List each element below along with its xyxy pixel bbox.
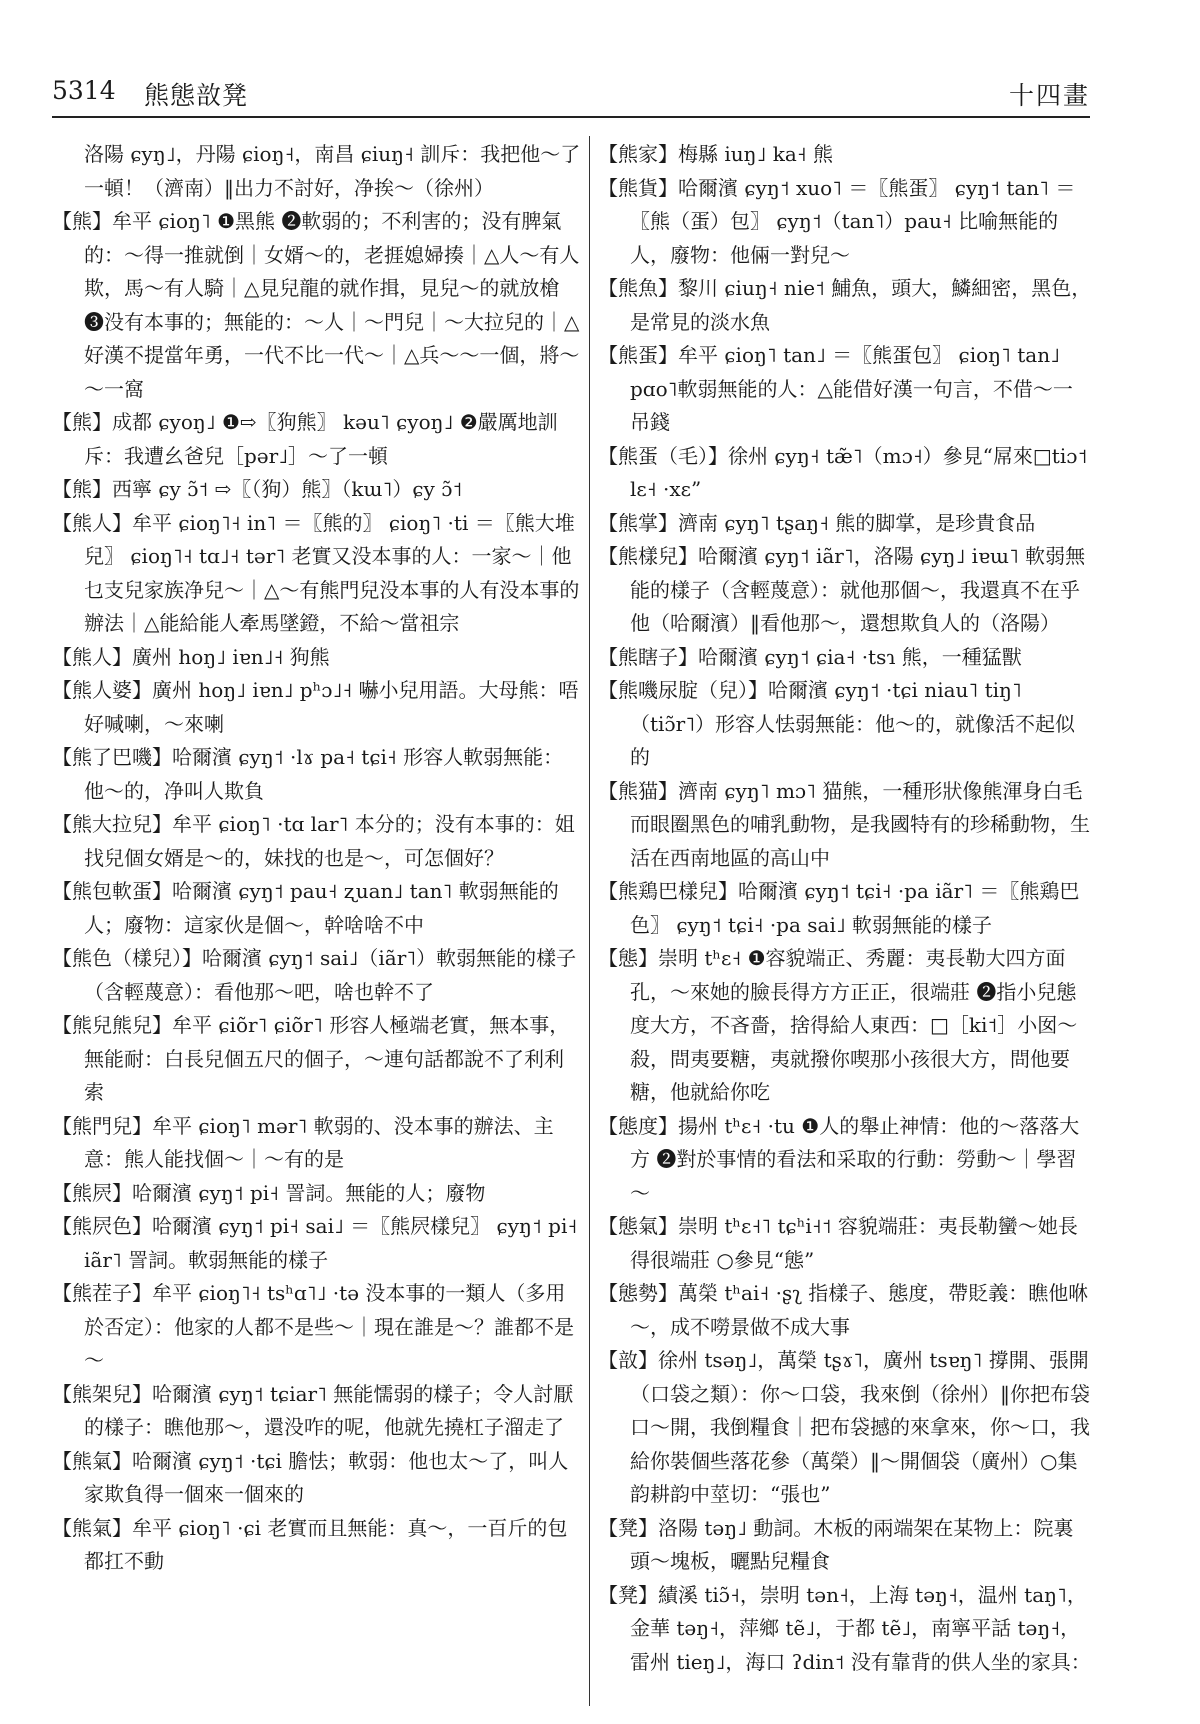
dictionary-entry: 【熊兒熊兒】牟平 ɕiõr˥ ɕiõr˥ 形容人極端老實，無本事，無能耐：白長兒個五尺的個子，～連句話都說不了利利索 bbox=[52, 1013, 570, 1104]
dictionary-entry: 【態度】揚州 tʰɛ˧ ·tu ❶人的舉止神情：他的～落落大方 ❷對於事情的看法和采取的行動：勞動～｜學習～ bbox=[598, 1113, 1080, 1205]
page-header bbox=[52, 76, 1090, 112]
dictionary-entry: 【態】崇明 tʰɛ˧ ❶容貌端正、秀麗：夷長勒大四方面孔，～來她的臉長得方方正正，很端莊 ❷指小兒態度大方，不吝嗇，捨得給人東西：□［ki˦］小囡～殺，問夷要糖，夷就撥你喫那小孩很大方，問他要糖，他就給你吃 bbox=[598, 946, 1078, 1104]
dictionary-entry: 【凳】績溪 tiɔ̃˧，崇明 tən˧，上海 təŋ˧，温州 taŋ˥，金華 təŋ˧，萍鄉 tẽ˩，于都 tẽ˩，南寧平話 təŋ˧，雷州 tieŋ˩，海口 ʔdin˦ 没有靠背的供人坐的家具： bbox=[598, 1582, 1091, 1674]
dictionary-entry: 【熊家】梅縣 iuŋ˩ ka˧ 熊 bbox=[598, 142, 833, 166]
section-label: 十四畫 bbox=[1008, 81, 1090, 110]
dictionary-entry: 【凳】洛陽 təŋ˩ 動詞。木板的兩端架在某物上：院裏頭～塊板，曬點兒糧食 bbox=[598, 1515, 1074, 1573]
dictionary-entry: 【熊蛋（毛）】徐州 ɕyŋ˧ tæ̃˥（mɔ˧）參見“屌來□tiɔ˦ lɛ˧ ·xɛ” bbox=[598, 443, 1088, 501]
dictionary-entry: 【熊色（樣兒）】哈爾濱 ɕyŋ˦ sai˩（iãr˥）軟弱無能的樣子（含輕蔑意）：看他那～吧，啥也幹不了 bbox=[52, 946, 577, 1004]
dictionary-entry: 【熊架兒】哈爾濱 ɕyŋ˦ tɕiar˥ 無能懦弱的樣子；令人討厭的樣子：瞧他那～，還没咋的呢，他就先撓杠子溜走了 bbox=[52, 1381, 574, 1439]
dictionary-entry: 【熊人】牟平 ɕioŋ˥˧ in˥ ＝〖熊的〗 ɕioŋ˥ ·ti ＝〖熊大堆兒〗 ɕioŋ˥˧ tɑ˩˧ tər˥ 老實又没本事的人：一家～｜他乜支兒家族净兒～｜△～有熊門兒没本事的人有没本事的辦法｜△能給能人牽馬墜鐙，不給～當祖宗 bbox=[52, 510, 580, 635]
dictionary-entry: 【熊猫】濟南 ɕyŋ˥ mɔ˥ 猫熊，一種形狀像熊渾身白毛而眼圈黑色的哺乳動物，是我國特有的珍稀動物，生活在西南地區的高山中 bbox=[598, 778, 1090, 870]
dictionary-entry: 【熊魚】黎川 ɕiuŋ˧ nie˦ 鯆魚，頭大，鱗細密，黑色，是常見的淡水魚 bbox=[598, 276, 1092, 334]
dictionary-entry: 【熊瞎子】哈爾濱 ɕyŋ˦ ɕia˧ ·tsɿ 熊，一種猛獸 bbox=[598, 644, 1022, 669]
dictionary-entry: 洛陽 ɕyŋ˩，丹陽 ɕioŋ˧，南昌 ɕiuŋ˧ 訓斥：我把他～了一頓！（濟南）‖出力不討好，净挨～（徐州） bbox=[84, 142, 581, 200]
dictionary-entry: 【熊樣兒】哈爾濱 ɕyŋ˦ iãr˥，洛陽 ɕyŋ˩ iɐɯ˥ 軟弱無能的樣子（含輕蔑意）：就他那個～，我還真不在乎他（哈爾濱）‖看他那～，還想欺負人的（洛陽） bbox=[598, 544, 1086, 635]
column-divider bbox=[589, 136, 590, 1706]
dictionary-entry: 【熊氣】哈爾濱 ɕyŋ˦ ·tɕi 膽怯；軟弱：他也太～了，叫人家欺負得一個來一個來的 bbox=[52, 1448, 569, 1506]
dictionary-entry: 【熊】牟平 ɕioŋ˥ ❶黑熊 ❷軟弱的；不利害的；没有脾氣的：～得一推就倒｜女婿～的，老捱媳婦揍｜△人～有人欺，馬～有人騎｜△見兒龍的就作揖，見兒～的就放槍 ❸没有本事的；無能的：～人｜～門兒｜～大拉兒的｜△好漢不提當年勇，一代不比一代～｜△兵～～一個，將～～一窩 bbox=[52, 209, 580, 401]
dictionary-entry: 【熊大拉兒】牟平 ɕioŋ˥ ·tɑ lar˥ 本分的；没有本事的：姐找兒個女婿是～的，妹找的也是～，可怎個好？ bbox=[52, 812, 575, 870]
dictionary-entry: 【熊了巴嘰】哈爾濱 ɕyŋ˦ ·lɤ pa˧ tɕi˧ 形容人軟弱無能：他～的，净叫人欺負 bbox=[52, 745, 564, 803]
right-column bbox=[598, 138, 1092, 1679]
dictionary-entry: 【熊氣】牟平 ɕioŋ˥ ·ɕi 老實而且無能：真～，一百斤的包都扛不動 bbox=[52, 1515, 568, 1573]
dictionary-entry: 【熊茬子】牟平 ɕioŋ˥˧ tsʰɑ˥˩ ·tə 没本事的一類人（多用於否定）：他家的人都不是些～｜現在誰是～？誰都不是～ bbox=[52, 1281, 574, 1372]
dictionary-entry: 【熊人婆】廣州 hoŋ˩ iɐn˩ pʰɔ˩˧ 嚇小兒用語。大母熊：唔好喊喇，～來喇 bbox=[52, 678, 579, 736]
dictionary-entry: 【熊包軟蛋】哈爾濱 ɕyŋ˦ pau˧ ʐuan˩ tan˥ 軟弱無能的人；廢物：這家伙是個～，幹啥啥不中 bbox=[52, 879, 559, 937]
dictionary-entry: 【熊】西寧 ɕy ɔ̃˦ ⇨〖（狗）熊〗（kɯ˥）ɕy ɔ̃˦ bbox=[52, 477, 463, 501]
left-column bbox=[52, 138, 583, 1579]
header-characters: 熊態敨凳 bbox=[144, 81, 249, 110]
dictionary-entry: 【敨】徐州 tsəŋ˩，萬榮 tʂɤ˥，廣州 tsɐŋ˥ 撐開、張開（口袋之類）：你～口袋，我來倒（徐州）‖你把布袋口～開，我倒糧食｜把布袋撼的來拿來，你～口，我給你裝個些落花參（萬榮）‖～開個袋（廣州）○集韵耕韵中莖切：“張也” bbox=[598, 1348, 1090, 1506]
dictionary-entry: 【態氣】崇明 tʰɛ˧˥ tɕʰi˧˦ 容貌端莊：夷長勒蠻～她長得很端莊 ○參見“態” bbox=[598, 1214, 1078, 1272]
header-rule bbox=[52, 116, 1090, 118]
dictionary-entry: 【熊掌】濟南 ɕyŋ˥ tʂaŋ˧ 熊的脚掌，是珍貴食品 bbox=[598, 510, 1036, 535]
dictionary-entry: 【熊蛋】牟平 ɕioŋ˥ tan˩ ＝〖熊蛋包〗 ɕioŋ˥ tan˩ pɑo˥軟弱無能的人：△能借好漢一句言，不借～一吊錢 bbox=[598, 343, 1073, 434]
page-number: 5314 bbox=[52, 76, 116, 105]
dictionary-entry: 【熊】成都 ɕyoŋ˩ ❶⇨〖狗熊〗 kəu˥ ɕyoŋ˩ ❷嚴厲地訓斥：我遭幺爸兒［pər˩］～了一頓 bbox=[52, 410, 558, 468]
dictionary-entry: 【態勢】萬榮 tʰai˧ ·ʂʅ 指樣子、態度，帶貶義：瞧他咻～，成不嘮景做不成大事 bbox=[598, 1281, 1089, 1339]
dictionary-entry: 【熊貨】哈爾濱 ɕyŋ˦ xuo˥ ＝〖熊蛋〗 ɕyŋ˦ tan˥ ＝〖熊（蛋）包〗 ɕyŋ˦（tan˥）pau˧ 比喻無能的人，廢物：他倆一對兒～ bbox=[598, 175, 1076, 267]
dictionary-entry: 【熊屄色】哈爾濱 ɕyŋ˦ pi˧ sai˩ ＝〖熊屄樣兒〗 ɕyŋ˦ pi˧ iãr˥ 詈詞。軟弱無能的樣子 bbox=[52, 1214, 578, 1272]
dictionary-entry: 【熊嘰尿腚（兒）】哈爾濱 ɕyŋ˦ ·tɕi niau˥ tiŋ˥（tiɔ̃r˥）形容人怯弱無能：他～的，就像活不起似的 bbox=[598, 678, 1076, 769]
dictionary-entry: 【熊門兒】牟平 ɕioŋ˥ mər˥ 軟弱的、没本事的辦法、主意：熊人能找個～｜～有的是 bbox=[52, 1113, 554, 1171]
dictionary-entry: 【熊屄】哈爾濱 ɕyŋ˦ pi˧ 詈詞。無能的人；廢物 bbox=[52, 1180, 486, 1205]
dictionary-entry: 【熊鶏巴樣兒】哈爾濱 ɕyŋ˦ tɕi˧ ·pa iãr˥ ＝〖熊鶏巴色〗 ɕyŋ˦ tɕi˧ ·pa sai˩ 軟弱無能的樣子 bbox=[598, 879, 1080, 937]
dictionary-entry: 【熊人】廣州 hoŋ˩ iɐn˩˧ 狗熊 bbox=[52, 644, 330, 669]
